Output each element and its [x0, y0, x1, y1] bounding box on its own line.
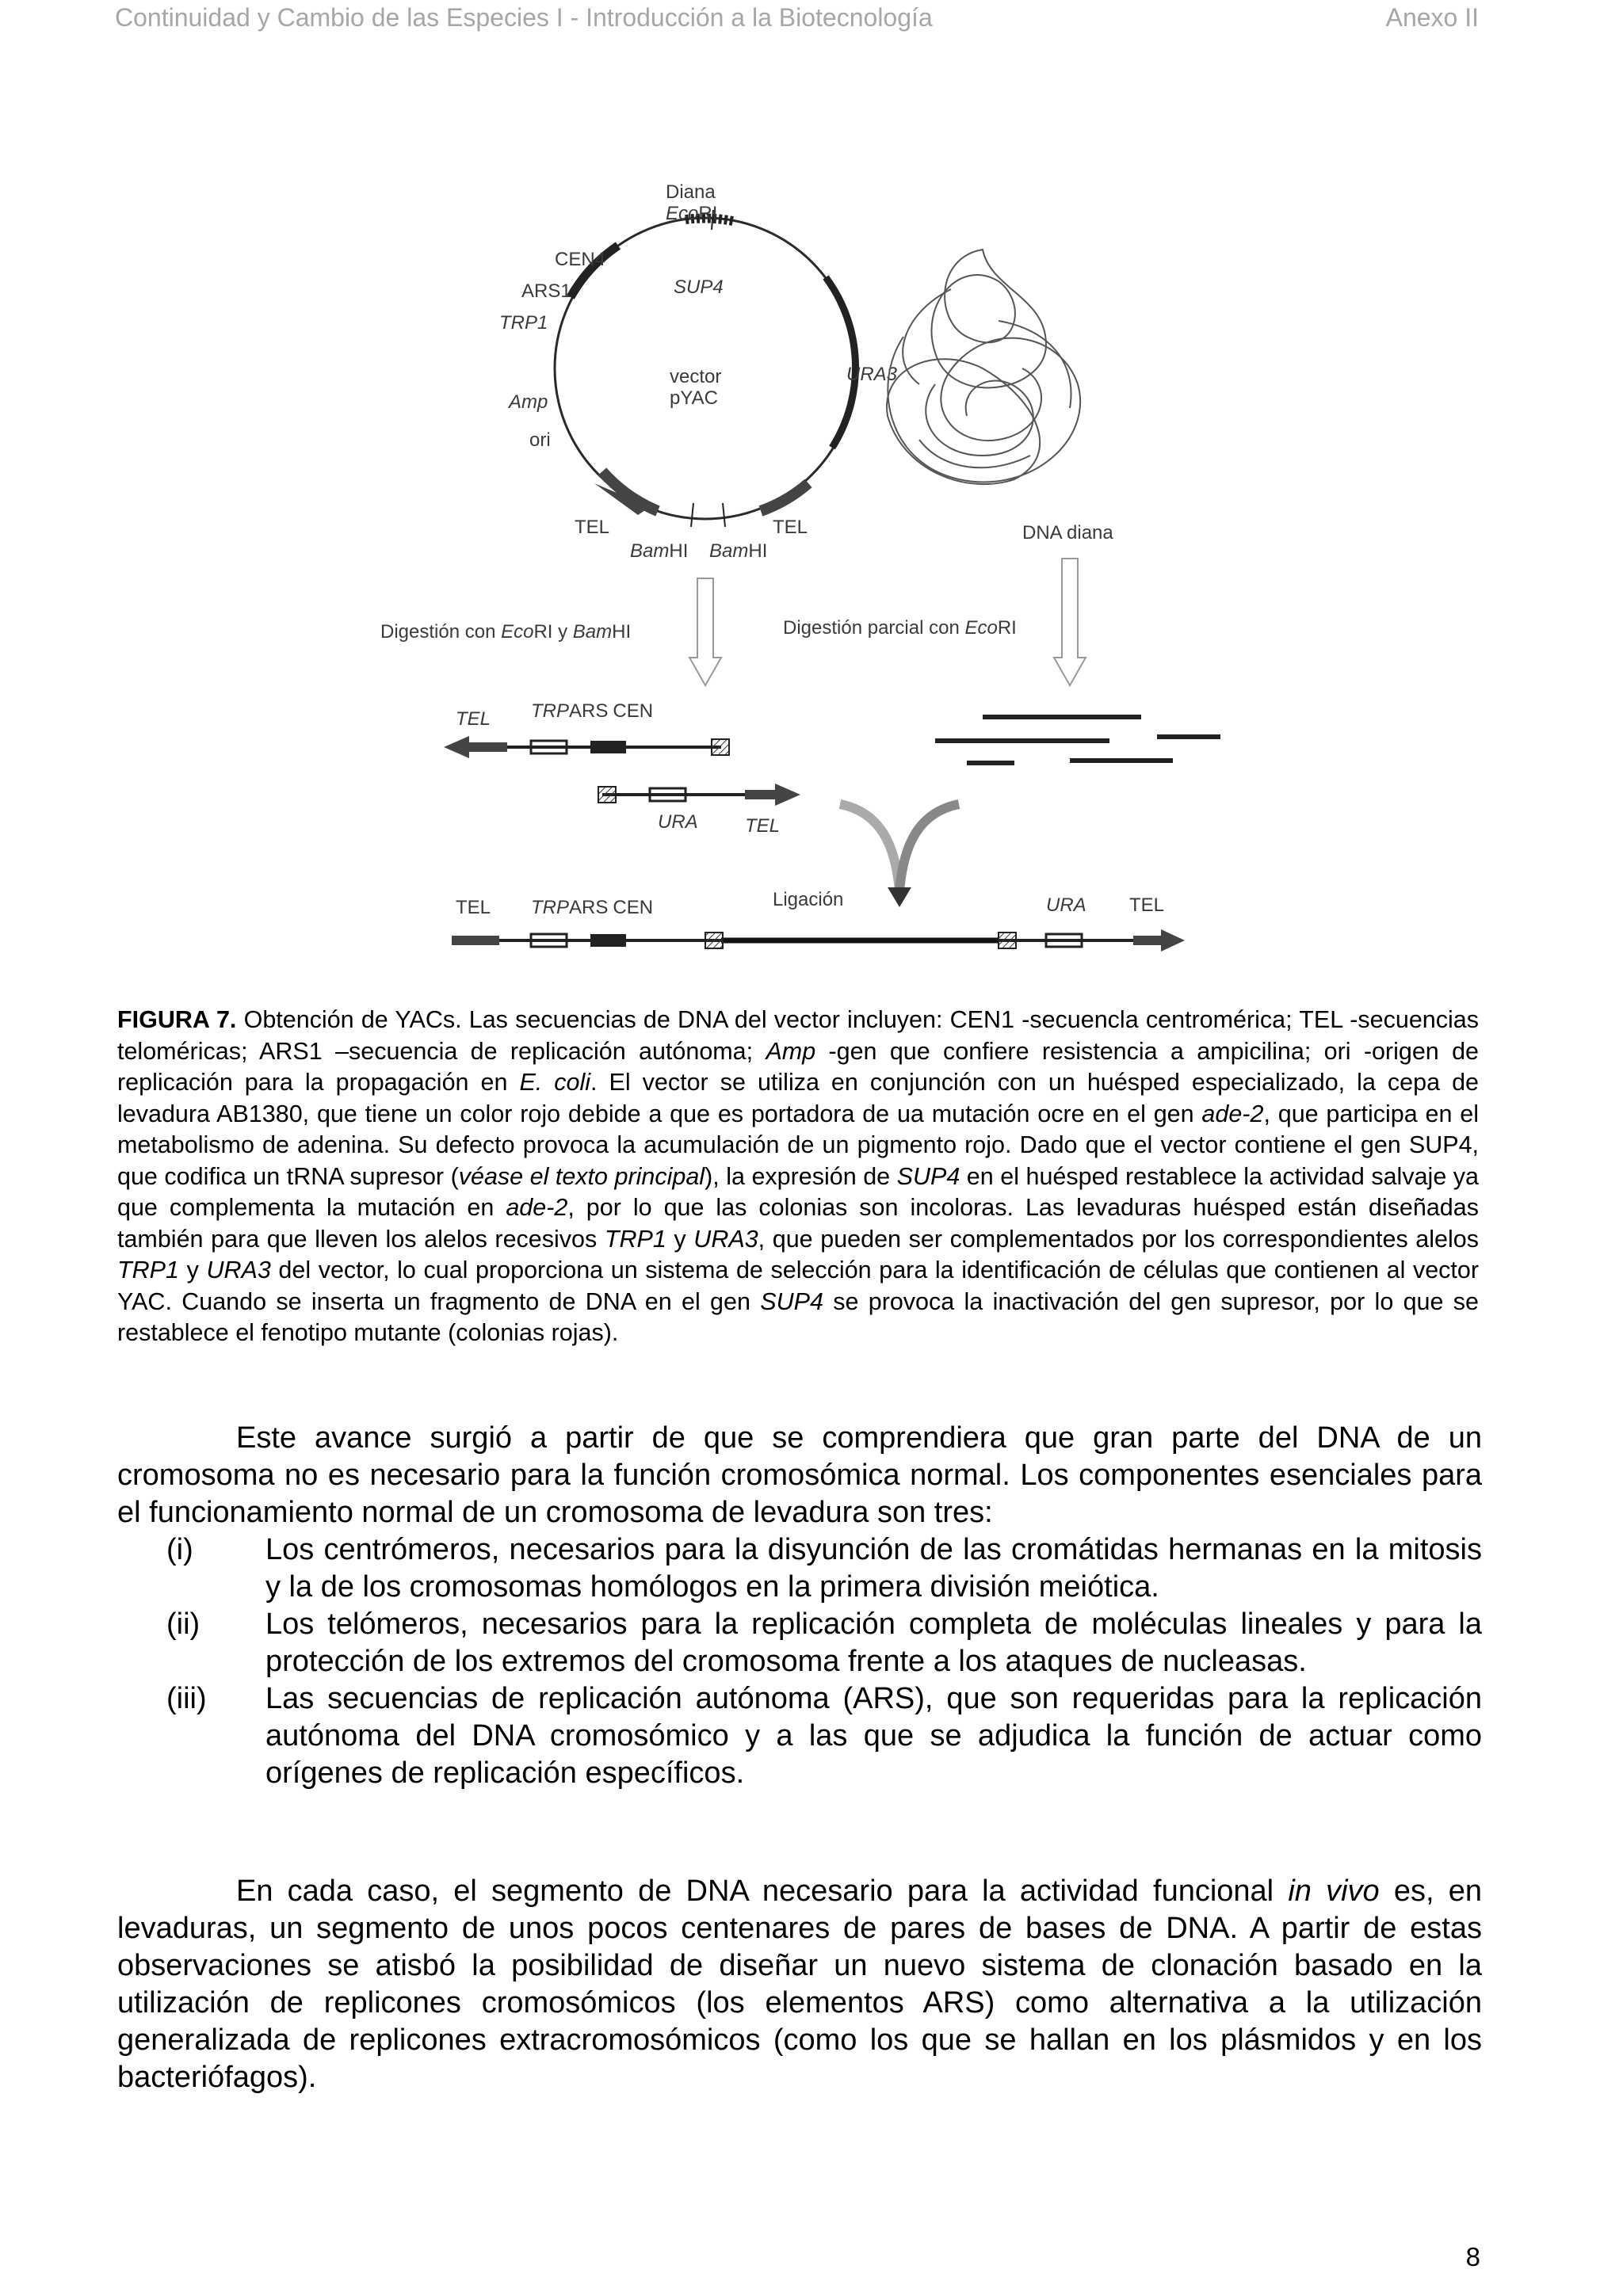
- final-yac-construct: [452, 929, 1185, 952]
- yac-cloning-figure: [333, 178, 1268, 971]
- label-tel-final-left: TEL: [456, 897, 491, 918]
- left-arm-fragment: [444, 736, 729, 758]
- paragraph-conclusion: En cada caso, el segmento de DNA necesario para la actividad funcional in vivo es, en levaduras, un segmento de unos pocos centenares de pares de bases de DNA. A partir de estas observaciones se atisbó la posibilidad de diseñar un nuevo sistema de clonación basado en la utilización de replicones cromosómicos (los elementos ARS) como alternativa a la utilización generalizada de replicones extracromosómicos (como los que se hallan en los plásmidos y en los bacteriófagos).: [117, 1875, 1482, 2094]
- label-digestion-right: Digestión parcial con EcoRI: [783, 617, 1017, 639]
- label-ura-frag: URA: [658, 811, 698, 833]
- label-ura-final: URA: [1046, 894, 1086, 916]
- label-ligacion: Ligación: [773, 889, 844, 910]
- label-tel-left: TEL: [575, 517, 610, 538]
- essential-components-list: [117, 1531, 1482, 1792]
- label-dna-diana: DNA diana: [1022, 522, 1113, 543]
- label-ura3: URA3: [846, 364, 898, 385]
- list-item: (iii) Las secuencias de replicación autónoma (ARS), que son requeridas para la replicación autónoma del DNA cromosómico y a las que se adjudica la función de actuar como orígenes de replicación específicos.: [166, 1682, 1482, 1790]
- label-trp-ars-cen-top: TRPARS CEN: [531, 700, 654, 722]
- running-header-title: Continuidad y Cambio de las Especies I - Introducción a la Biotecnología: [115, 3, 933, 32]
- label-sup4: SUP4: [674, 277, 724, 298]
- label-bamhi-left: BamHI: [630, 540, 689, 562]
- label-tel-right: TEL: [773, 517, 808, 538]
- label-tel-frag: TEL: [456, 708, 491, 730]
- right-arm-fragment: [598, 784, 800, 806]
- running-header-annex: Anexo II: [1385, 3, 1479, 32]
- label-tel-frag-2: TEL: [745, 815, 781, 837]
- figure-label: FIGURA 7.: [117, 1006, 237, 1033]
- label-diana: Diana: [666, 181, 716, 203]
- label-pyac: pYAC: [670, 387, 718, 409]
- target-dna-tangle: [887, 250, 1080, 484]
- target-dna-fragments: [935, 717, 1220, 763]
- ligation-arrow: [840, 804, 959, 907]
- paragraph-intro: Este avance surgió a partir de que se comprendiera que gran parte del DNA de un cromosoma no es necesario para la función cromosómica normal. Los componentes esenciales para el funcionamiento normal de un cromosoma de levadura son tres:: [117, 1421, 1482, 1529]
- page-number: 8: [1465, 2242, 1480, 2271]
- label-amp: Amp: [509, 391, 548, 413]
- label-bamhi-right: BamHI: [709, 540, 768, 562]
- label-ars1: ARS1: [521, 280, 571, 302]
- label-trp1: TRP1: [499, 312, 548, 334]
- label-trp-ars-cen-bottom: TRPARS CEN: [531, 897, 654, 918]
- list-item: (ii) Los telómeros, necesarios para la replicación completa de moléculas lineales y para la protección de los extremos del cromosoma frente a los ataques de nucleasas.: [166, 1608, 1482, 1678]
- label-tel-final-right: TEL: [1129, 894, 1165, 916]
- label-digestion-left: Digestión con EcoRI y BamHI: [380, 621, 632, 643]
- label-ecori: EcoRI: [666, 203, 718, 224]
- label-vector: vector: [670, 366, 722, 387]
- label-ori: ori: [529, 429, 551, 451]
- list-item: (i) Los centrómeros, necesarios para la disyunción de las cromátidas hermanas en la mitosis y la de los cromosomas homólogos en la primera división meiótica.: [166, 1533, 1482, 1604]
- label-cen4: CEN4: [555, 249, 606, 270]
- figure-caption: FIGURA 7. Obtención de YACs. Las secuencias de DNA del vector incluyen: CEN1 -secuencla centromérica; TEL -secuencias teloméricas; ARS1 –secuencia de replicación autónoma; Amp -gen que confiere resistencia a ampicilina; ori -origen de replicación para la propagación en E. coli. El vector se utiliza en conjunción con un huésped especializado, la cepa de levadura AB1380, que tiene un color rojo debide a que es portadora de ua mutación ocre en el gen ade-2, que participa en el metabolismo de adenina. Su defecto provoca la acumulación de un pigmento rojo. Dado que el vector contiene el gen SUP4, que codifica un tRNA supresor (véase el texto principal), la expresión de SUP4 en el huésped restablece la actividad salvaje ya que complementa la mutación en ade-2, por lo que las colonias son incoloras. Las levaduras huésped están diseñadas también para que lleven los alelos recesivos TRP1 y URA3, que pueden ser complementados por los correspondientes alelos TRP1 y URA3 del vector, lo cual proporciona un sistema de selección para la identificación de células que contienen al vector YAC. Cuando se inserta un fragmento de DNA en el gen SUP4 se provoca la inactivación del gen supresor, por lo que se restablece el fenotipo mutante (colonias rojas).: [117, 1006, 1480, 1346]
